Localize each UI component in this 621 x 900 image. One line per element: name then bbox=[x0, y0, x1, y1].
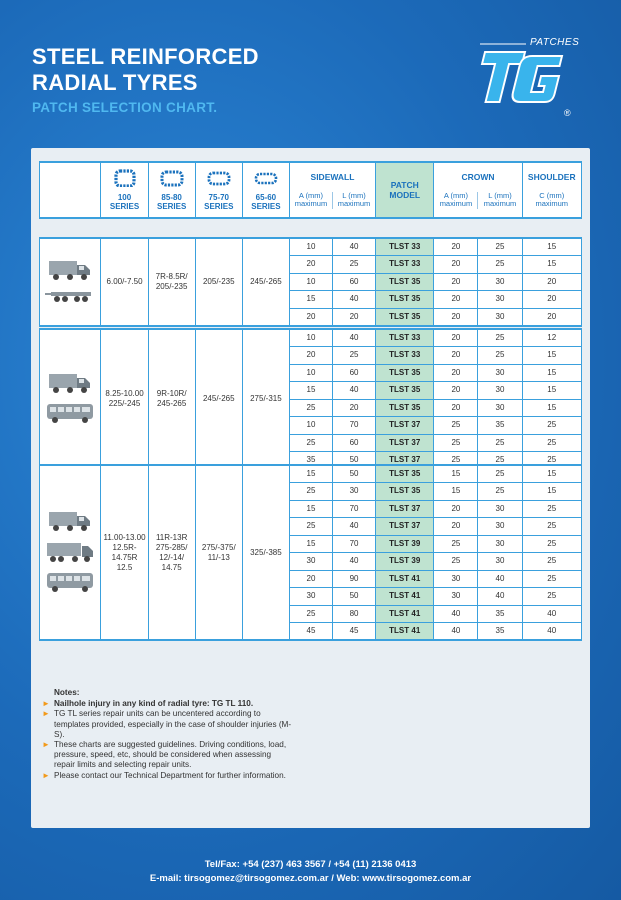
patch-model-cell: TLST 35 bbox=[376, 399, 434, 417]
sidewall-l-cell: 30 bbox=[333, 483, 376, 501]
sidewall-l-cell: 70 bbox=[333, 417, 376, 435]
size-cell-s75: 245/-265 bbox=[195, 329, 242, 469]
sidewall-l-cell: 40 bbox=[333, 238, 376, 256]
crown-l-cell: 30 bbox=[478, 291, 522, 309]
crown-a-max: maximum bbox=[439, 199, 473, 208]
bus-icon bbox=[42, 571, 98, 596]
note-text: TG TL series repair units can be uncentered according to templates provided, especially in the case of shoulder injuries (M-S). bbox=[54, 709, 292, 739]
crown-a-cell: 20 bbox=[434, 308, 478, 326]
crown-l-cell: 30 bbox=[478, 553, 522, 571]
patch-model-cell: TLST 35 bbox=[376, 465, 434, 483]
tyre-75-icon bbox=[207, 169, 231, 187]
sidewall-a-cell: 10 bbox=[289, 364, 332, 382]
patch-model-cell: TLST 33 bbox=[376, 238, 434, 256]
vehicle-header-cell bbox=[40, 162, 101, 218]
shoulder-c-cell: 15 bbox=[522, 256, 581, 274]
series-65-header bbox=[242, 162, 289, 218]
patch-model-header bbox=[376, 162, 434, 218]
size-cell-s75: 205/-235 bbox=[195, 238, 242, 326]
crown-l-cell: 25 bbox=[478, 256, 522, 274]
note-text: Please contact our Technical Department for further information. bbox=[54, 770, 286, 780]
patch-model-cell: TLST 37 bbox=[376, 500, 434, 518]
note-item bbox=[42, 699, 294, 709]
sidewall-l-cell: 60 bbox=[333, 273, 376, 291]
sidewall-a-cell: 25 bbox=[289, 605, 332, 623]
sidewall-a-cell: 25 bbox=[289, 483, 332, 501]
note-item bbox=[42, 709, 294, 740]
sidewall-a-cell: 15 bbox=[289, 465, 332, 483]
crown-a-cell: 25 bbox=[434, 434, 478, 452]
note-item bbox=[42, 770, 294, 781]
page-title-line1: STEEL REINFORCED bbox=[32, 44, 259, 69]
bullet-arrow-icon: ► bbox=[42, 740, 50, 750]
table-row bbox=[40, 465, 582, 483]
sidewall-l-max: maximum bbox=[337, 199, 371, 208]
shoulder-c-cell: 20 bbox=[522, 273, 581, 291]
table-row bbox=[40, 329, 582, 347]
crown-l-cell: 30 bbox=[478, 382, 522, 400]
crown-a-cell: 20 bbox=[434, 273, 478, 291]
sidewall-a-cell: 20 bbox=[289, 347, 332, 365]
patch-model-cell: TLST 33 bbox=[376, 347, 434, 365]
sidewall-a-cell: 20 bbox=[289, 308, 332, 326]
sidewall-title: SIDEWALL bbox=[310, 171, 355, 182]
crown-l-cell: 35 bbox=[478, 417, 522, 435]
series-85-num: 85-80 bbox=[161, 193, 182, 202]
crown-l-cell: 25 bbox=[478, 465, 522, 483]
sidewall-l-cell: 20 bbox=[333, 399, 376, 417]
patch-model-cell: TLST 41 bbox=[376, 605, 434, 623]
series-65-num: 65-60 bbox=[255, 193, 277, 202]
shoulder-c-cell: 15 bbox=[522, 465, 581, 483]
patch-model-cell: TLST 39 bbox=[376, 535, 434, 553]
tyre-85-icon bbox=[160, 169, 184, 187]
header bbox=[32, 44, 259, 115]
shoulder-c-cell: 25 bbox=[522, 452, 581, 470]
sidewall-l-label: L (mm) bbox=[342, 190, 366, 200]
crown-l-cell: 35 bbox=[478, 623, 522, 641]
truck-icon bbox=[42, 509, 98, 536]
crown-l-max: maximum bbox=[483, 199, 517, 208]
crown-l-cell: 25 bbox=[478, 238, 522, 256]
sidewall-l-cell: 70 bbox=[333, 500, 376, 518]
size-cell-s65: 325/-385 bbox=[242, 465, 289, 640]
tyre-65-icon bbox=[254, 169, 278, 187]
size-cell-s100: 6.00/-7.50 bbox=[101, 238, 148, 326]
shoulder-c-cell: 20 bbox=[522, 308, 581, 326]
shoulder-title: SHOULDER bbox=[527, 171, 576, 182]
crown-a-cell: 20 bbox=[434, 518, 478, 536]
sidewall-l-cell: 40 bbox=[333, 553, 376, 571]
crown-l-cell: 30 bbox=[478, 308, 522, 326]
sidewall-a-cell: 25 bbox=[289, 518, 332, 536]
shoulder-c-cell: 40 bbox=[522, 605, 581, 623]
sidewall-a-cell: 15 bbox=[289, 291, 332, 309]
patch-model-cell: TLST 41 bbox=[376, 570, 434, 588]
series-85-label: SERIES bbox=[156, 202, 187, 211]
crown-a-cell: 20 bbox=[434, 399, 478, 417]
note-item bbox=[42, 740, 294, 771]
crown-a-cell: 20 bbox=[434, 291, 478, 309]
crown-l-cell: 25 bbox=[478, 329, 522, 347]
notes-title: Notes: bbox=[54, 688, 80, 697]
column-header-table bbox=[39, 161, 582, 219]
shoulder-header bbox=[522, 162, 581, 218]
series-100-num: 100 bbox=[117, 193, 132, 202]
patch-model-cell: TLST 41 bbox=[376, 588, 434, 606]
group-2-table bbox=[39, 328, 582, 470]
shoulder-c-cell: 25 bbox=[522, 500, 581, 518]
crown-title: CROWN bbox=[461, 171, 495, 182]
footer-contact[interactable]: E-mail: tirsogomez@tirsogomez.com.ar / Web: www.tirsogomez.com.ar bbox=[149, 873, 472, 884]
trailer-icon bbox=[42, 289, 98, 306]
size-cell-s85: 11R-13R 275-285/ 12/-14/ 14.75 bbox=[148, 465, 195, 640]
page-subtitle: PATCH SELECTION CHART. bbox=[32, 100, 218, 115]
crown-l-cell: 30 bbox=[478, 273, 522, 291]
crown-l-cell: 30 bbox=[478, 364, 522, 382]
tg-logo bbox=[460, 32, 590, 122]
size-cell-s100: 8.25-10.00 225/-245 bbox=[101, 329, 148, 469]
sidewall-a-cell: 20 bbox=[289, 570, 332, 588]
crown-a-cell: 20 bbox=[434, 238, 478, 256]
patch-model-cell: TLST 35 bbox=[376, 382, 434, 400]
patch-model-cell: TLST 41 bbox=[376, 623, 434, 641]
bus-icon bbox=[42, 402, 98, 427]
sidewall-l-cell: 50 bbox=[333, 452, 376, 470]
truck-icon bbox=[42, 371, 98, 398]
crown-a-cell: 20 bbox=[434, 364, 478, 382]
shoulder-c-cell: 25 bbox=[522, 417, 581, 435]
shoulder-c-cell: 25 bbox=[522, 553, 581, 571]
sidewall-a-cell: 10 bbox=[289, 273, 332, 291]
shoulder-c-cell: 25 bbox=[522, 518, 581, 536]
table-row bbox=[40, 238, 582, 256]
crown-l-cell: 30 bbox=[478, 518, 522, 536]
crown-a-cell: 20 bbox=[434, 382, 478, 400]
page-title-line2: RADIAL TYRES bbox=[32, 70, 198, 95]
sidewall-a-cell: 10 bbox=[289, 417, 332, 435]
patch-header-line1: PATCH bbox=[390, 180, 419, 190]
size-cell-s85: 7R-8.5R/ 205/-235 bbox=[148, 238, 195, 326]
patch-model-cell: TLST 35 bbox=[376, 364, 434, 382]
series-100-header bbox=[101, 162, 148, 218]
sidewall-l-cell: 40 bbox=[333, 291, 376, 309]
sidewall-l-cell: 25 bbox=[333, 256, 376, 274]
patch-header-line2: MODEL bbox=[389, 190, 421, 200]
crown-a-cell: 25 bbox=[434, 535, 478, 553]
sidewall-l-cell: 60 bbox=[333, 434, 376, 452]
patch-model-cell: TLST 37 bbox=[376, 434, 434, 452]
size-cell-s65: 275/-315 bbox=[242, 329, 289, 469]
sidewall-a-cell: 10 bbox=[289, 329, 332, 347]
crown-a-cell: 25 bbox=[434, 417, 478, 435]
sidewall-l-cell: 70 bbox=[333, 535, 376, 553]
patch-model-cell: TLST 37 bbox=[376, 417, 434, 435]
sidewall-l-cell: 45 bbox=[333, 623, 376, 641]
vehicle-cell bbox=[40, 238, 101, 326]
sidewall-l-cell: 50 bbox=[333, 465, 376, 483]
shoulder-c-cell: 25 bbox=[522, 570, 581, 588]
patch-model-cell: TLST 33 bbox=[376, 329, 434, 347]
patch-model-cell: TLST 37 bbox=[376, 452, 434, 470]
crown-l-cell: 25 bbox=[478, 434, 522, 452]
sidewall-a-cell: 15 bbox=[289, 535, 332, 553]
sidewall-a-cell: 25 bbox=[289, 434, 332, 452]
crown-a-label: A (mm) bbox=[443, 190, 469, 200]
crown-l-cell: 25 bbox=[478, 452, 522, 470]
shoulder-c-cell: 15 bbox=[522, 382, 581, 400]
crown-a-cell: 30 bbox=[434, 588, 478, 606]
size-cell-s100: 11.00-13.00 12.5R- 14.75R 12.5 bbox=[101, 465, 148, 640]
crown-a-cell: 15 bbox=[434, 465, 478, 483]
crown-a-cell: 20 bbox=[434, 500, 478, 518]
series-75-label: SERIES bbox=[204, 202, 234, 211]
sidewall-a-label: A (mm) bbox=[298, 190, 324, 200]
shoulder-c-cell: 12 bbox=[522, 329, 581, 347]
patch-model-cell: TLST 39 bbox=[376, 553, 434, 571]
sidewall-l-cell: 60 bbox=[333, 364, 376, 382]
shoulder-c-cell: 15 bbox=[522, 238, 581, 256]
tyre-100-icon bbox=[114, 169, 136, 187]
registered-mark: ® bbox=[564, 108, 571, 118]
crown-a-cell: 20 bbox=[434, 329, 478, 347]
shoulder-c-cell: 15 bbox=[522, 364, 581, 382]
sidewall-l-cell: 50 bbox=[333, 588, 376, 606]
crown-l-label: L (mm) bbox=[488, 190, 512, 200]
crown-l-cell: 30 bbox=[478, 399, 522, 417]
crown-a-cell: 30 bbox=[434, 570, 478, 588]
sidewall-a-cell: 45 bbox=[289, 623, 332, 641]
crown-l-cell: 25 bbox=[478, 347, 522, 365]
sidewall-a-cell: 20 bbox=[289, 256, 332, 274]
vehicle-cell bbox=[40, 329, 101, 469]
sidewall-l-cell: 20 bbox=[333, 308, 376, 326]
size-cell-s85: 9R-10R/ 245-265 bbox=[148, 329, 195, 469]
crown-a-cell: 20 bbox=[434, 347, 478, 365]
patch-model-cell: TLST 33 bbox=[376, 256, 434, 274]
shoulder-c-cell: 25 bbox=[522, 535, 581, 553]
sidewall-a-cell: 30 bbox=[289, 588, 332, 606]
sidewall-header bbox=[289, 162, 375, 218]
patch-model-cell: TLST 35 bbox=[376, 273, 434, 291]
sidewall-a-cell: 15 bbox=[289, 382, 332, 400]
crown-l-cell: 30 bbox=[478, 500, 522, 518]
shoulder-c-cell: 25 bbox=[522, 588, 581, 606]
shoulder-c-cell: 15 bbox=[522, 483, 581, 501]
size-cell-s75: 275/-375/ 11/-13 bbox=[195, 465, 242, 640]
vehicle-cell bbox=[40, 465, 101, 640]
size-cell-s65: 245/-265 bbox=[242, 238, 289, 326]
group-1-table bbox=[39, 237, 582, 327]
sidewall-l-cell: 80 bbox=[333, 605, 376, 623]
series-100-label: SERIES bbox=[109, 202, 140, 211]
logo-patches-text: PATCHES bbox=[530, 37, 580, 48]
group-3-table bbox=[39, 464, 582, 641]
crown-header bbox=[434, 162, 522, 218]
patch-model-cell: TLST 35 bbox=[376, 291, 434, 309]
sidewall-a-max: maximum bbox=[294, 199, 328, 208]
footer bbox=[0, 858, 621, 886]
series-75-num: 75-70 bbox=[208, 193, 230, 202]
shoulder-c-cell: 40 bbox=[522, 623, 581, 641]
shoulder-c-cell: 25 bbox=[522, 434, 581, 452]
bullet-arrow-icon: ► bbox=[42, 699, 50, 709]
sidewall-l-cell: 40 bbox=[333, 329, 376, 347]
shoulder-c-cell: 15 bbox=[522, 347, 581, 365]
crown-l-cell: 40 bbox=[478, 570, 522, 588]
semi-truck-icon bbox=[42, 540, 98, 567]
series-75-header bbox=[195, 162, 242, 218]
series-85-header bbox=[148, 162, 195, 218]
crown-l-cell: 35 bbox=[478, 605, 522, 623]
sidewall-l-cell: 25 bbox=[333, 347, 376, 365]
shoulder-c-cell: 15 bbox=[522, 399, 581, 417]
crown-a-cell: 40 bbox=[434, 605, 478, 623]
shoulder-c-max: maximum bbox=[535, 199, 569, 208]
crown-l-cell: 40 bbox=[478, 588, 522, 606]
patch-model-cell: TLST 35 bbox=[376, 308, 434, 326]
crown-l-cell: 30 bbox=[478, 535, 522, 553]
patch-model-cell: TLST 35 bbox=[376, 483, 434, 501]
shoulder-c-cell: 20 bbox=[522, 291, 581, 309]
sidewall-l-cell: 90 bbox=[333, 570, 376, 588]
footer-phone: Tel/Fax: +54 (237) 463 3567 / +54 (11) 2136 0413 bbox=[204, 859, 417, 870]
series-65-label: SERIES bbox=[251, 202, 281, 211]
sidewall-l-cell: 40 bbox=[333, 518, 376, 536]
note-text: These charts are suggested guidelines. Driving conditions, load, pressure, speed, etc, should be considered when assessing repair limits and selecting repair units. bbox=[54, 740, 287, 770]
truck-icon bbox=[42, 258, 98, 285]
crown-a-cell: 15 bbox=[434, 483, 478, 501]
sidewall-a-cell: 25 bbox=[289, 399, 332, 417]
sidewall-a-cell: 10 bbox=[289, 238, 332, 256]
notes-section bbox=[42, 688, 294, 781]
crown-l-cell: 25 bbox=[478, 483, 522, 501]
sidewall-a-cell: 30 bbox=[289, 553, 332, 571]
crown-a-cell: 20 bbox=[434, 256, 478, 274]
sidewall-a-cell: 15 bbox=[289, 500, 332, 518]
bullet-arrow-icon: ► bbox=[42, 770, 50, 780]
crown-a-cell: 25 bbox=[434, 553, 478, 571]
crown-a-cell: 40 bbox=[434, 623, 478, 641]
sidewall-l-cell: 40 bbox=[333, 382, 376, 400]
crown-a-cell: 25 bbox=[434, 452, 478, 470]
patch-model-cell: TLST 37 bbox=[376, 518, 434, 536]
sidewall-a-cell: 35 bbox=[289, 452, 332, 470]
note-text: Nailhole injury in any kind of radial tyre: TG TL 110. bbox=[54, 699, 254, 709]
shoulder-c-label: C (mm) bbox=[539, 190, 565, 200]
bullet-arrow-icon: ► bbox=[42, 709, 50, 719]
